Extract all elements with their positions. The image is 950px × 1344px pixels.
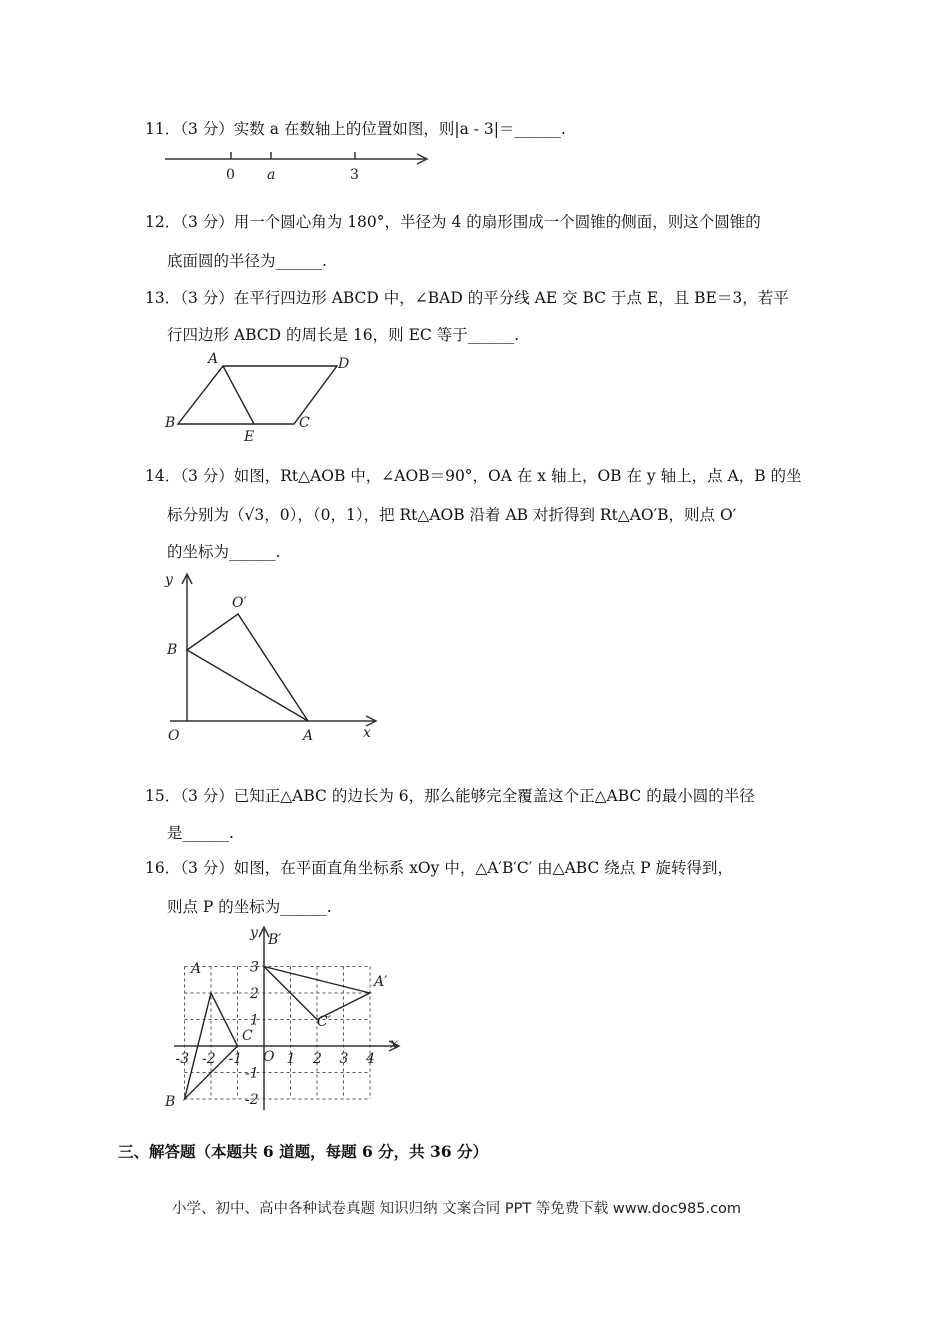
section-title: 三、解答题（本题共 6 道题，每题 6 分，共 36 分） <box>118 1142 489 1161</box>
q14-label-A: A <box>303 728 314 744</box>
q14-line-2: 标分别为（√3，0），（0，1），把 Rt△AOB 沿着 AB 对折得到 Rt△AO′B，则点 O′ <box>167 506 737 524</box>
q16-x-tick-label: -1 <box>228 1051 243 1067</box>
q16-y-tick-label: 3 <box>250 959 259 976</box>
q16-y-tick-label: -1 <box>245 1065 259 1082</box>
q16-label-A-prime: A′ <box>374 974 388 990</box>
q16-label-C: C <box>242 1028 253 1044</box>
q15-line-2: 是______. <box>167 824 234 842</box>
q14-line-1: 14．（3 分）如图，Rt△AOB 中，∠AOB＝90°，OA 在 x 轴上，OB 在 y 轴上，点 A，B 的坐 <box>145 467 802 485</box>
q11-label-3: 3 <box>350 167 359 183</box>
q14-label-O: O <box>168 728 180 744</box>
q15-line-1: 15．（3 分）已知正△ABC 的边长为 6，那么能够完全覆盖这个正△ABC 的最小圆的半径 <box>145 787 755 805</box>
q16-line-2: 则点 P 的坐标为______. <box>167 898 332 916</box>
q16-label-x: x <box>390 1036 398 1052</box>
q16-label-C-prime: C′ <box>317 1014 331 1030</box>
q16-x-tick-label: 2 <box>313 1051 322 1067</box>
q16-label-A: A <box>191 961 202 977</box>
q13-label-D: D <box>338 356 350 372</box>
q16-x-tick-label: 1 <box>286 1051 296 1067</box>
q13-line-2: 行四边形 ABCD 的周长是 16，则 EC 等于______. <box>167 326 520 344</box>
q16-label-B: B <box>165 1094 176 1110</box>
q11-label-0: 0 <box>226 167 235 183</box>
q16-label-B-prime: B′ <box>268 932 282 948</box>
q16-grid-figure <box>160 920 410 1115</box>
q12-line-1: 12．（3 分）用一个圆心角为 180°，半径为 4 的扇形围成一个圆锥的侧面，则这个圆锥的 <box>145 213 761 231</box>
q14-label-y: y <box>165 572 173 588</box>
q12-line-2: 底面圆的半径为______. <box>167 252 327 270</box>
q16-x-tick-label: 4 <box>366 1051 375 1067</box>
q16-x-tick-label: -3 <box>175 1051 190 1067</box>
q14-label-O-prime: O′ <box>232 595 247 611</box>
q16-y-tick-label: 1 <box>250 1012 259 1029</box>
q16-label-y: y <box>250 925 258 941</box>
q13-label-B: B <box>165 415 176 431</box>
q11-line-1: 11．（3 分）实数 a 在数轴上的位置如图，则|a - 3|＝______. <box>145 120 566 138</box>
q13-label-A: A <box>208 351 219 367</box>
q16-x-tick-label: -2 <box>202 1051 216 1067</box>
q14-line-3: 的坐标为______. <box>167 543 281 561</box>
q13-label-C: C <box>299 415 310 431</box>
q16-x-tick-label: 3 <box>339 1051 349 1067</box>
q16-line-1: 16．（3 分）如图，在平面直角坐标系 xOy 中，△A′B′C′ 由△ABC 绕点 P 旋转得到， <box>145 859 734 877</box>
q14-triangle-figure <box>160 566 385 746</box>
footer-text: 小学、初中、高中各种试卷真题 知识归纳 文案合同 PPT 等免费下载 www.doc985.com <box>172 1201 742 1217</box>
q14-label-B: B <box>167 642 178 658</box>
q11-number-line <box>160 146 440 186</box>
q16-label-O: O <box>263 1049 275 1065</box>
q16-y-tick-label: 2 <box>250 986 259 1002</box>
q13-line-1: 13．（3 分）在平行四边形 ABCD 中，∠BAD 的平分线 AE 交 BC 于点 E，且 BE＝3，若平 <box>145 289 789 307</box>
q13-label-E: E <box>244 429 255 445</box>
q14-label-x: x <box>363 725 371 741</box>
q11-label-a: a <box>267 167 276 183</box>
q13-parallelogram-figure <box>160 350 370 445</box>
q16-y-tick-label: -2 <box>245 1092 259 1108</box>
